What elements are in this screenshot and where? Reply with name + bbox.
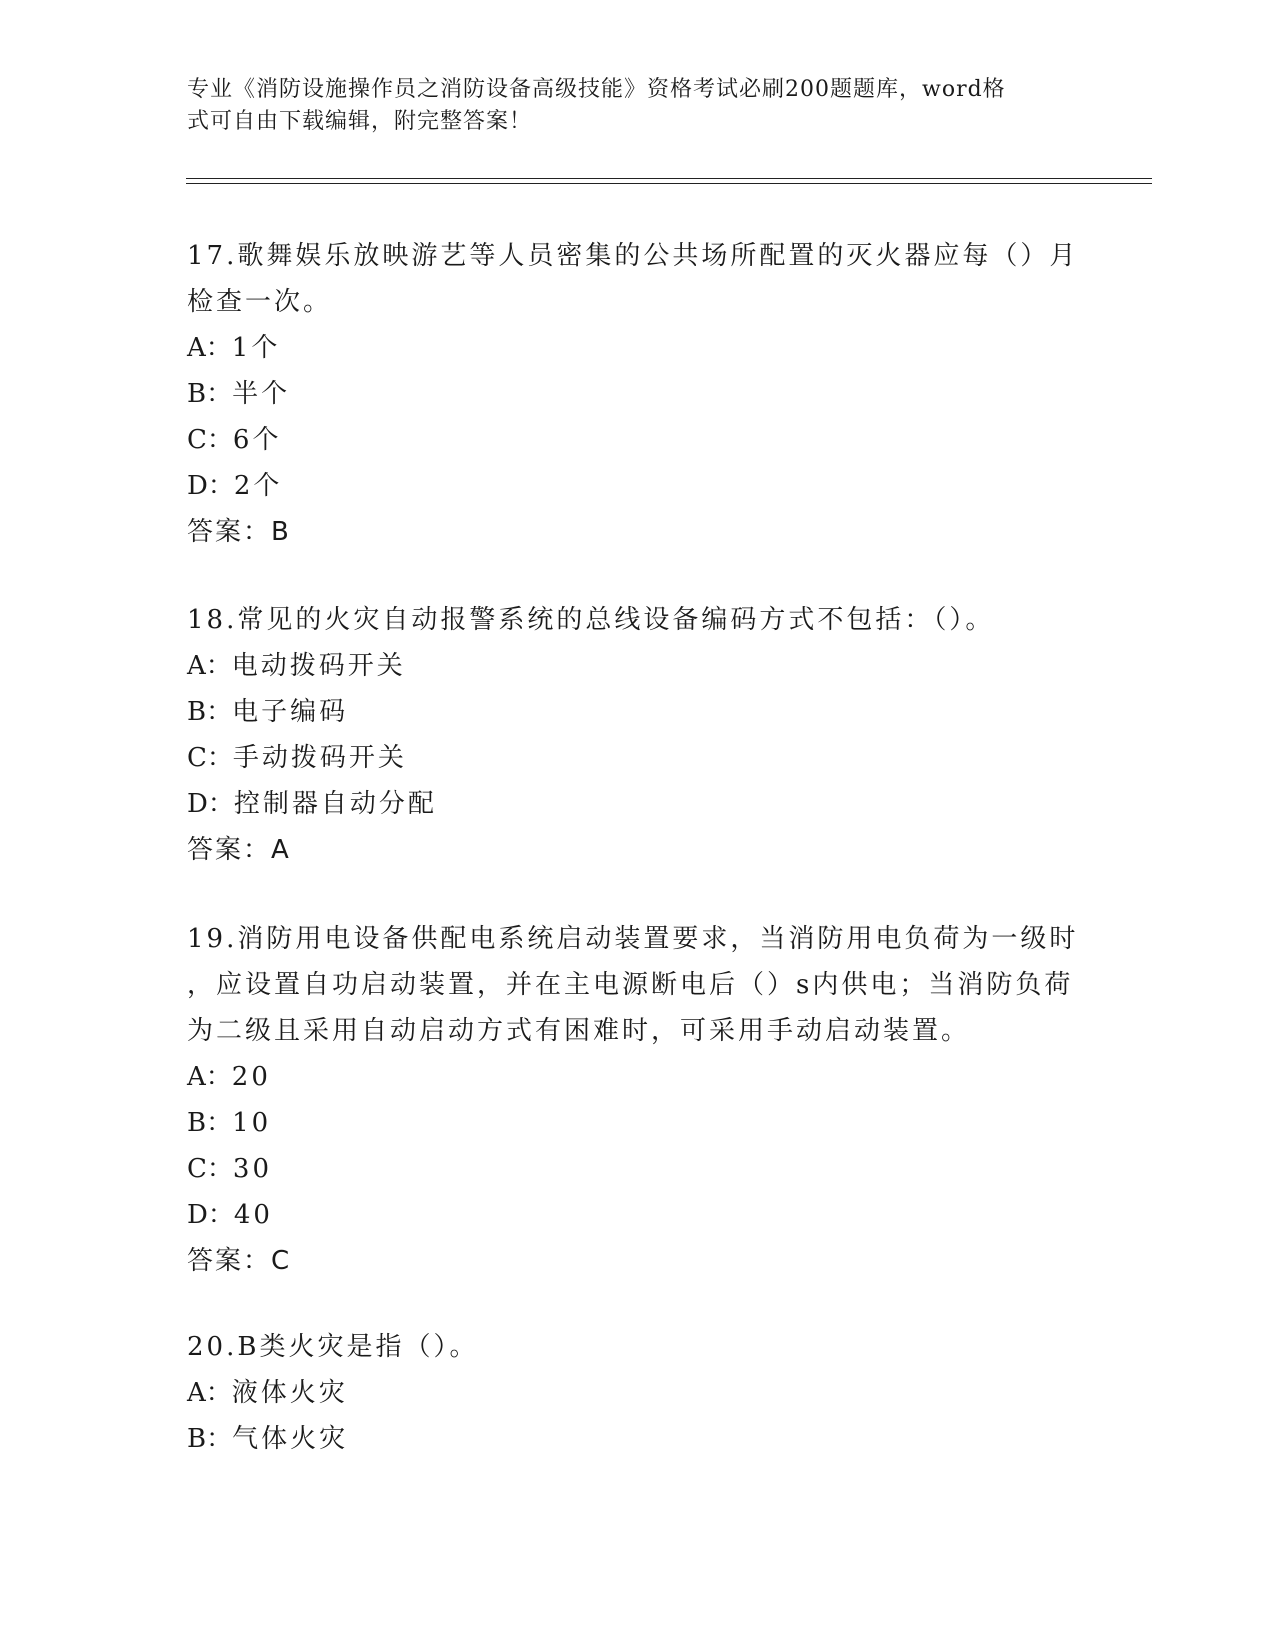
question-19 [187,916,1087,1284]
option-text: 10 [232,1108,272,1138]
question-20 [187,1324,1087,1462]
option-b [187,371,1087,417]
answer-label: 答案：B [187,517,291,547]
option-key: C： [187,743,233,773]
answer-label: 答案：C [187,1246,292,1276]
option-a [187,1054,1087,1100]
question-stem-line: 检查一次。 [187,287,333,317]
header-line-1: 专业《消防设施操作员之消防设备高级技能》资格考试必刷200题题库，word格 [187,77,1006,102]
question-stem-line: 为二级且采用自动启动方式有困难时，可采用手动启动装置。 [187,1016,971,1046]
option-key: C： [187,425,233,455]
option-key: D： [187,789,234,819]
option-c [187,735,1087,781]
option-text: 气体火灾 [232,1424,349,1454]
header-line-2: 式可自由下载编辑，附完整答案！ [187,109,533,134]
question-stem-line: ，应设置自功启动装置，并在主电源断电后（）s内供电；当消防负荷 [187,970,1074,1000]
option-key: D： [187,1200,234,1230]
option-key: A： [187,651,232,681]
option-key: B： [187,1108,233,1138]
document-header [187,74,1067,138]
option-c [187,417,1087,463]
option-c [187,1146,1087,1192]
option-d [187,1192,1087,1238]
option-d [187,463,1087,509]
option-text: 手动拨码开关 [232,743,407,773]
option-key: B： [187,379,233,409]
option-text: 液体火灾 [231,1378,348,1408]
option-text: 电动拨码开关 [231,651,406,681]
option-text: 20 [231,1062,271,1092]
option-key: A： [187,1378,232,1408]
option-key: D： [187,471,234,501]
option-text: 6个 [232,425,282,455]
option-a [187,1370,1087,1416]
option-b [187,1100,1087,1146]
question-stem-line: 20.B类火灾是指（）。 [187,1332,479,1362]
option-key: B： [187,1424,233,1454]
header-divider-bottom [186,183,1152,184]
question-18 [187,597,1087,873]
option-key: A： [187,333,232,363]
header-divider-top [186,178,1152,179]
option-b [187,1416,1087,1462]
question-17 [187,233,1087,555]
option-b [187,689,1087,735]
answer-label: 答案：A [187,835,291,865]
question-stem-line: 17.歌舞娱乐放映游艺等人员密集的公共场所配置的灭火器应每（）月 [187,241,1079,271]
option-a [187,643,1087,689]
option-d [187,781,1087,827]
option-text: 控制器自动分配 [233,789,437,819]
option-text: 半个 [232,379,291,409]
option-text: 电子编码 [232,697,349,727]
option-text: 40 [233,1200,273,1230]
option-key: B： [187,697,233,727]
option-text: 1个 [231,333,281,363]
option-key: A： [187,1062,232,1092]
option-key: C： [187,1154,233,1184]
option-text: 2个 [233,471,283,501]
question-stem-line: 18.常见的火灾自动报警系统的总线设备编码方式不包括：（）。 [187,605,995,635]
option-a [187,325,1087,371]
option-text: 30 [232,1154,272,1184]
question-stem-line: 19.消防用电设备供配电系统启动装置要求，当消防用电负荷为一级时 [187,924,1079,954]
